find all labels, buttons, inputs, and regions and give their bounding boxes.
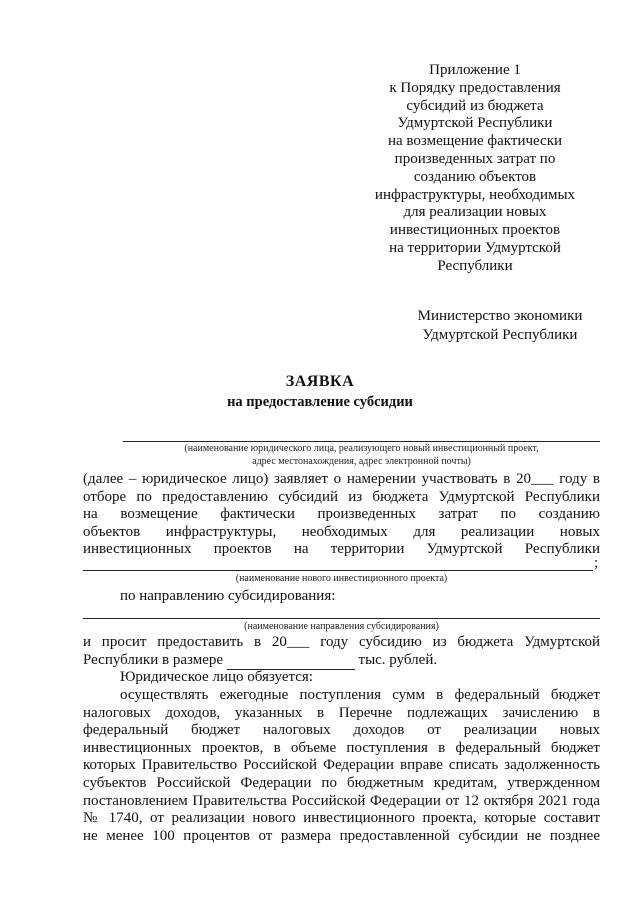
request-amount-label: Республики в размере: [83, 651, 224, 668]
appendix-line: на возмещение фактически: [387, 133, 563, 150]
paragraph-line: (далее – юридическое лицо) заявляет о намерении участвовать в 20___ году в: [83, 471, 600, 487]
appendix-line: инвестиционных проектов: [389, 222, 561, 239]
paragraph-line: инвестиционных проектов на территории Удмуртской Республики: [83, 541, 600, 558]
entity-name-field-line[interactable]: [123, 441, 600, 442]
paragraph-line: объектов инфраструктуры, необходимых для реализации новых: [83, 523, 600, 540]
obligation-line: которых Правительство Российской Федерации вправе списать задолженность: [83, 757, 600, 774]
appendix-line: Республики: [437, 257, 513, 274]
subsidy-amount-field[interactable]: [227, 652, 355, 671]
obligation-line: федеральный бюджет налоговых доходов от реализации новых: [83, 722, 600, 739]
obligation-line: инвестиционных проектов, в объеме поступления в федеральный бюджет: [83, 739, 600, 756]
recipient-line: Удмуртской Республики: [422, 326, 578, 343]
obligation-line: постановлением Правительства Российской Федерации от 12 октября 2021 года: [83, 792, 600, 809]
semicolon: ;: [594, 555, 599, 571]
appendix-line: произведенных затрат по: [394, 150, 556, 167]
project-name-field-line[interactable]: [83, 570, 593, 571]
application-paragraph: [83, 471, 600, 559]
paragraph-line: на возмещение фактически произведенных затрат по созданию: [83, 506, 600, 523]
appendix-line: к Порядку предоставления: [389, 79, 561, 96]
project-caption: (наименование нового инвестиционного проекта): [235, 573, 448, 584]
obligation-paragraph: [83, 687, 600, 845]
direction-caption: (наименование направления субсидирования): [244, 621, 439, 632]
request-line: [83, 652, 600, 671]
request-line: и просит предоставить в 20___ году субсидию из бюджета Удмуртской: [83, 634, 600, 650]
document-title: ЗАЯВКА: [285, 373, 355, 390]
request-paragraph: [83, 634, 600, 670]
obligation-line: не менее 100 процентов от размера предоставленной субсидии не позднее: [83, 827, 600, 844]
direction-field-line[interactable]: [83, 618, 600, 619]
obligation-line: субъектов Российской Федерации по бюджетным кредитам, утвержденном: [83, 774, 600, 791]
paragraph-line: отборе по предоставлению субсидий из бюджета Удмуртской Республики: [83, 488, 600, 505]
appendix-header: [360, 62, 590, 276]
direction-label: по направлению субсидирования:: [120, 588, 336, 604]
obligation-line: налоговых доходов, указанных в Перечне подлежащих зачислению в: [83, 704, 600, 721]
recipient-line: Министерство экономики: [417, 308, 583, 324]
appendix-line: для реализации новых: [403, 204, 547, 221]
appendix-line: на территории Удмуртской: [389, 239, 561, 256]
appendix-line: субсидий из бюджета: [406, 97, 544, 114]
entity-caption-line1: (наименование юридического лица, реализующего новый инвестиционный проект,: [184, 443, 539, 454]
recipient-block: [395, 307, 605, 344]
appendix-line: созданию объектов: [413, 168, 537, 185]
appendix-line: Приложение 1: [429, 62, 521, 78]
obligation-line: осуществлять ежегодные поступления сумм в федеральный бюджет: [120, 687, 600, 703]
appendix-line: Удмуртской Республики: [397, 115, 553, 132]
document-subtitle: на предоставление субсидии: [227, 394, 413, 410]
obligation-line: № 1740, от реализации нового инвестиционного проекта, которые составит: [83, 810, 600, 827]
entity-caption-line2: адрес местонахождения, адрес электронной почты): [252, 456, 471, 467]
request-amount-unit: тыс. рублей.: [358, 651, 438, 668]
obligation-intro: Юридическое лицо обязуется:: [120, 669, 313, 685]
appendix-line: инфраструктуры, необходимых: [374, 186, 576, 203]
